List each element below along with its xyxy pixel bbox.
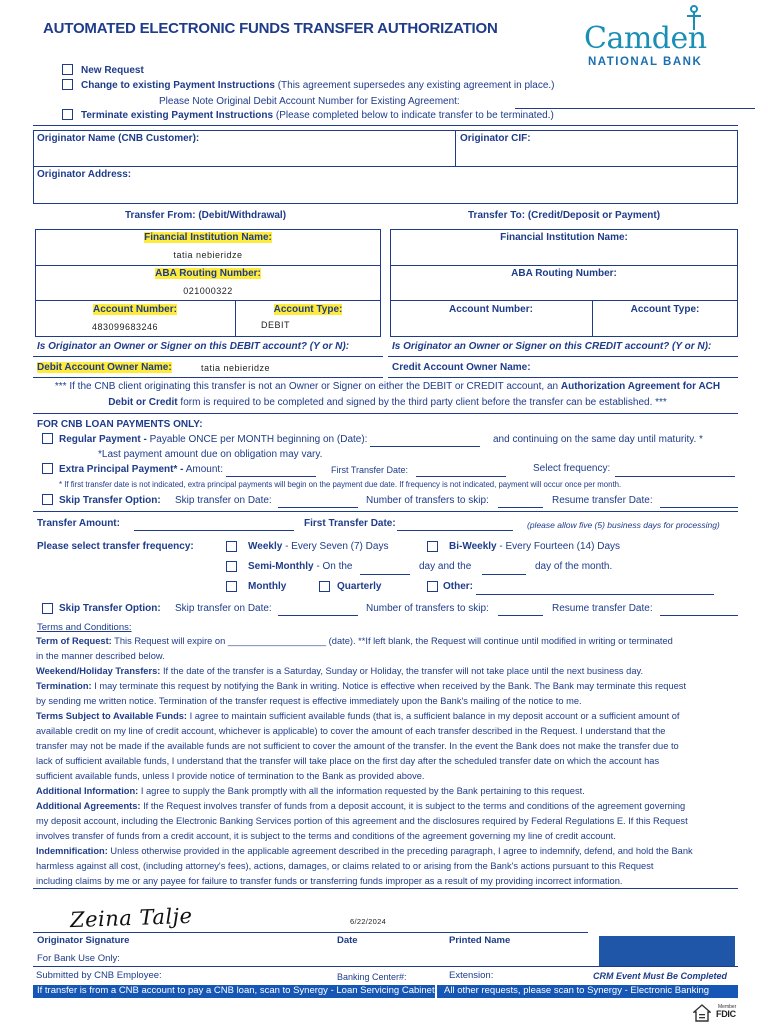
electronic-scan-bar: All other requests, please scan to Synergy - Electronic Banking Cabinet	[437, 985, 738, 998]
from-aba-text: ABA Routing Number:	[155, 268, 261, 279]
from-owner-question[interactable]: Is Originator an Owner or Signer on this DEBIT account? (Y or N):	[37, 341, 350, 352]
divider	[33, 413, 738, 414]
notice-text: form is required to be completed and signed by the third party client before the transfer can be established. ***	[177, 397, 667, 408]
from-owner-name-label	[37, 362, 172, 374]
third-party-notice-line2	[35, 397, 740, 409]
new-request-label: New Request	[81, 65, 144, 76]
terms-line: lack of sufficient available funds, I understand that the transfer will take place on the first day after the scheduled transfer date on which the account has	[36, 756, 660, 766]
from-fi-value[interactable]: tatia nebieridze	[173, 250, 243, 260]
signature-date-value[interactable]: 6/22/2024	[350, 917, 387, 926]
divider	[390, 265, 738, 266]
terms-indemnification-text: Unless otherwise provided in the applicable agreement described in the preceding paragraph, I agree to indemnify, defend, and hold the Bank	[107, 846, 693, 856]
transfer-skip-label: Skip Transfer Option:	[59, 603, 161, 614]
printed-name-label: Printed Name	[449, 935, 511, 946]
terminate-request-checkbox[interactable]	[62, 109, 73, 120]
terms-term-text: This Request will expire on ___________________ (date). **If left blank, the Request will continue until modified in writing or terminated	[111, 636, 673, 646]
terms-indemnification-label: Indemnification:	[36, 846, 108, 856]
terms-line	[36, 679, 740, 694]
terminate-request-label	[81, 110, 554, 122]
transfer-num-skip-line[interactable]	[498, 615, 543, 616]
loan-skip-date-line[interactable]	[278, 507, 358, 508]
terms-line: involves transfer of funds from a credit account, it is subject to the terms and conditions of the agreement governing my line of credit account.	[36, 831, 616, 841]
extra-principal-checkbox[interactable]	[42, 463, 53, 474]
biweekly-text: - Every Fourteen (14) Days	[496, 541, 620, 552]
loan-skip-date-label: Skip transfer on Date:	[175, 495, 272, 506]
loan-skip-label: Skip Transfer Option:	[59, 495, 161, 506]
extra-principal-label	[59, 464, 223, 476]
from-account-value[interactable]: 483099683246	[91, 322, 159, 332]
loan-scan-bar: If transfer is from a CNB account to pay a CNB loan, scan to Synergy - Loan Servicing Cabinet	[33, 985, 435, 998]
to-owner-name-label[interactable]: Credit Account Owner Name:	[392, 362, 531, 373]
biweekly-label	[449, 541, 620, 553]
loan-num-skip-line[interactable]	[498, 507, 543, 508]
terms-weekend-label: Weekend/Holiday Transfers:	[36, 666, 161, 676]
change-request-label	[81, 80, 555, 92]
divider	[35, 265, 381, 266]
transfer-num-skip-label: Number of transfers to skip:	[366, 603, 489, 614]
semi-mid-text: day and the	[419, 561, 472, 572]
divider	[33, 356, 383, 357]
divider	[33, 511, 738, 512]
bank-subname: NATIONAL BANK	[588, 56, 703, 68]
terms-line	[36, 799, 740, 814]
terms-line: including claims by me or any payee for failure to transfer funds or transferring funds improper as a result of my providing incorrect information.	[36, 876, 623, 886]
terms-line	[36, 709, 740, 724]
terminate-note: (Please completed below to indicate transfer to be terminated.)	[273, 110, 554, 121]
notice-text: *** If the CNB client originating this transfer is not an Owner or Signer on either the DEBIT or CREDIT account, an	[54, 381, 561, 392]
bank-use-label: For Bank Use Only:	[37, 953, 120, 964]
change-bold: Change to existing Payment Instructions	[81, 80, 275, 91]
signature-label: Originator Signature	[37, 935, 130, 946]
loan-resume-label: Resume transfer Date:	[552, 495, 653, 506]
signature[interactable]: Zeina Talje	[69, 903, 193, 933]
weekly-label	[248, 541, 388, 553]
extra-first-date-line[interactable]	[416, 476, 506, 477]
loan-skip-checkbox[interactable]	[42, 494, 53, 505]
original-debit-line[interactable]	[515, 108, 755, 109]
to-account-label[interactable]: Account Number:	[449, 304, 533, 315]
terms-funds-text: I agree to maintain sufficient available funds (that is, a sufficient balance in my deposit account or a sufficient amount of	[187, 711, 680, 721]
semi-second-day-line[interactable]	[482, 574, 526, 575]
terms-line: available credit on my line of credit account, whichever is applicable) to cover the amount of each transfer described in the Request. I understand that the	[36, 726, 666, 736]
semi-monthly-label	[248, 561, 352, 573]
transfer-amount-label: Transfer Amount:	[37, 518, 120, 529]
semi-text: - On the	[313, 561, 353, 572]
signature-line	[33, 932, 588, 933]
banking-center-label[interactable]: Banking Center#:	[337, 972, 407, 982]
divider	[33, 166, 738, 167]
equal-housing-icon	[693, 1004, 711, 1022]
change-note: (This agreement supersedes any existing agreement in place.)	[274, 80, 555, 91]
extra-first-date-label: First Transfer Date:	[331, 465, 409, 475]
fdic-label: FDIC	[716, 1009, 736, 1019]
from-owner-name-text: Debit Account Owner Name:	[37, 362, 172, 373]
terms-info-text: I agree to supply the Bank promptly with all the information requested by the Bank pertaining to this request.	[138, 786, 585, 796]
other-checkbox[interactable]	[427, 581, 438, 592]
quarterly-checkbox[interactable]	[319, 581, 330, 592]
weekly-bold: Weekly	[248, 541, 283, 552]
weekly-text: - Every Seven (7) Days	[282, 541, 389, 552]
extension-label[interactable]: Extension:	[449, 970, 494, 981]
terms-line: transfer may not be made if the available funds are not sufficient to cover the amount of the transfer. In the event the Bank does not make the transfer due to	[36, 741, 679, 751]
terms-info-label: Additional Information:	[36, 786, 139, 796]
frequency-label: Please select transfer frequency:	[37, 541, 194, 552]
terms-line	[36, 784, 740, 799]
terms-line: in the manner described below.	[36, 651, 165, 661]
regular-bold: Regular Payment -	[59, 434, 147, 445]
from-fi-label	[35, 232, 381, 244]
semi-end-text: day of the month.	[535, 561, 613, 572]
transfer-skip-date-line[interactable]	[278, 615, 358, 616]
originator-cif-label[interactable]: Originator CIF:	[460, 133, 531, 144]
transfer-from-box	[35, 229, 381, 337]
quarterly-label: Quarterly	[337, 581, 382, 592]
bank-name: Camden	[584, 21, 707, 56]
from-owner-name-value[interactable]: tatia nebieridze	[201, 363, 271, 373]
other-line[interactable]	[476, 594, 714, 595]
divider	[33, 888, 738, 889]
loan-resume-line[interactable]	[660, 507, 738, 508]
transfer-skip-checkbox[interactable]	[42, 603, 53, 614]
terms-line: my deposit account, including the Electronic Banking Services portion of this agreement and the disclosures required by Federal Regulations E. If this Request	[36, 816, 688, 826]
originator-address-label[interactable]: Originator Address:	[37, 169, 132, 180]
terms-line: sufficient available funds, unless I provide notice of termination to the Bank as provided above.	[36, 771, 425, 781]
terms-term-label: Term of Request:	[36, 636, 112, 646]
regular-date-line[interactable]	[370, 446, 480, 447]
regular-continue: and continuing on the same day until maturity. *	[493, 434, 703, 445]
crm-notice: CRM Event Must Be Completed	[593, 971, 728, 981]
loan-heading: FOR CNB LOAN PAYMENTS ONLY:	[37, 419, 203, 430]
originator-name-label[interactable]: Originator Name (CNB Customer):	[37, 133, 200, 144]
terms-body	[36, 634, 740, 889]
terms-line	[36, 664, 740, 679]
date-label: Date	[337, 935, 358, 946]
from-type-label	[235, 304, 381, 316]
divider	[388, 377, 738, 378]
third-party-notice-line1	[35, 381, 740, 393]
semi-first-day-line[interactable]	[360, 574, 410, 575]
extra-note: * If first transfer date is not indicated, extra principal payments will begin on the payment due date. If frequency is not indicated, payment will occur once per month.	[59, 480, 622, 489]
terms-line	[36, 844, 740, 859]
to-type-label[interactable]: Account Type:	[630, 304, 700, 315]
from-aba-label	[35, 268, 381, 280]
divider	[388, 356, 738, 357]
divider	[390, 300, 738, 301]
transfer-from-heading: Transfer From: (Debit/Withdrawal)	[125, 210, 287, 221]
divider	[35, 300, 381, 301]
terms-weekend-text: If the date of the transfer is a Saturday, Sunday or Holiday, the transfer will not take place until the next business day.	[160, 666, 644, 676]
to-aba-label[interactable]: ABA Routing Number:	[511, 268, 617, 279]
semi-monthly-checkbox[interactable]	[226, 561, 237, 572]
notice-bold: Authorization Agreement for ACH	[560, 381, 721, 392]
extra-bold: Extra Principal Payment* -	[59, 464, 184, 475]
from-type-text: Account Type:	[273, 304, 343, 315]
divider	[33, 966, 738, 967]
change-request-checkbox[interactable]	[62, 79, 73, 90]
biweekly-checkbox[interactable]	[427, 541, 438, 552]
monthly-checkbox[interactable]	[226, 581, 237, 592]
transfer-first-date-label: First Transfer Date:	[304, 518, 396, 529]
member-label: Member	[718, 1004, 737, 1010]
from-fi-text: Financial Institution Name:	[144, 232, 272, 243]
to-fi-label[interactable]: Financial Institution Name:	[500, 232, 628, 243]
terms-line: harmless against all cost, (including attorney's fees), actions, damages, or claims related to or arising from the Bank's actions pursuant to this Request	[36, 861, 654, 871]
notice-bold: Debit or Credit	[108, 397, 178, 408]
terms-funds-label: Terms Subject to Available Funds:	[36, 711, 188, 721]
terms-termination-text: I may terminate this request by notifying the Bank in writing. Notice is effective when received by the Bank. The Bank may terminate this request	[91, 681, 687, 691]
semi-bold: Semi-Monthly	[248, 561, 314, 572]
regular-note: *Last payment amount due on obligation may vary.	[98, 449, 323, 460]
terms-termination-label: Termination:	[36, 681, 92, 691]
extra-frequency-label: Select frequency:	[533, 463, 611, 474]
from-type-value[interactable]: DEBIT	[261, 320, 291, 330]
terms-line: by sending me written notice. Termination of the transfer request is effective immediately upon the Bank's mailing of the notice to me.	[36, 696, 582, 706]
transfer-amount-line[interactable]	[134, 530, 294, 531]
terms-agreements-label: Additional Agreements:	[36, 801, 141, 811]
regular-text: Payable ONCE per MONTH beginning on (Date):	[146, 434, 368, 445]
transfer-first-date-line[interactable]	[397, 530, 513, 531]
regular-payment-checkbox[interactable]	[42, 433, 53, 444]
extra-frequency-line[interactable]	[615, 476, 735, 477]
loan-num-skip-label: Number of transfers to skip:	[366, 495, 489, 506]
transfer-to-box	[390, 229, 738, 337]
original-debit-note: Please Note Original Debit Account Number for Existing Agreement:	[159, 96, 460, 107]
transfer-to-heading: Transfer To: (Credit/Deposit or Payment)	[468, 210, 661, 221]
form-title: AUTOMATED ELECTRONIC FUNDS TRANSFER AUTHORIZATION	[43, 20, 498, 37]
submitted-by-label[interactable]: Submitted by CNB Employee:	[36, 970, 162, 981]
extra-text: Amount:	[183, 464, 223, 475]
from-account-text: Account Number:	[93, 304, 177, 315]
biweekly-bold: Bi-Weekly	[449, 541, 497, 552]
terminate-bold: Terminate existing Payment Instructions	[81, 110, 274, 121]
regular-payment-label	[59, 434, 367, 446]
bank-logo	[582, 4, 717, 70]
from-account-label	[35, 304, 235, 316]
other-label: Other:	[443, 581, 473, 592]
printed-name-box[interactable]	[599, 936, 735, 966]
divider	[33, 377, 383, 378]
transfer-resume-label: Resume transfer Date:	[552, 603, 653, 614]
terms-heading: Terms and Conditions:	[37, 622, 132, 633]
extra-amount-line[interactable]	[226, 476, 316, 477]
transfer-processing-note: (please allow five (5) business days for processing)	[527, 520, 720, 530]
to-owner-question[interactable]: Is Originator an Owner or Signer on this CREDIT account? (Y or N):	[392, 341, 712, 352]
divider	[455, 130, 456, 166]
terms-line	[36, 634, 740, 649]
from-aba-value[interactable]: 021000322	[183, 286, 233, 296]
divider	[33, 125, 738, 126]
transfer-resume-line[interactable]	[660, 615, 738, 616]
weekly-checkbox[interactable]	[226, 541, 237, 552]
transfer-skip-date-label: Skip transfer on Date:	[175, 603, 272, 614]
terms-agreements-text: If the Request involves transfer of funds from a deposit account, it is subject to the terms and conditions of the agreement governing	[140, 801, 686, 811]
monthly-label: Monthly	[248, 581, 287, 592]
new-request-checkbox[interactable]	[62, 64, 73, 75]
